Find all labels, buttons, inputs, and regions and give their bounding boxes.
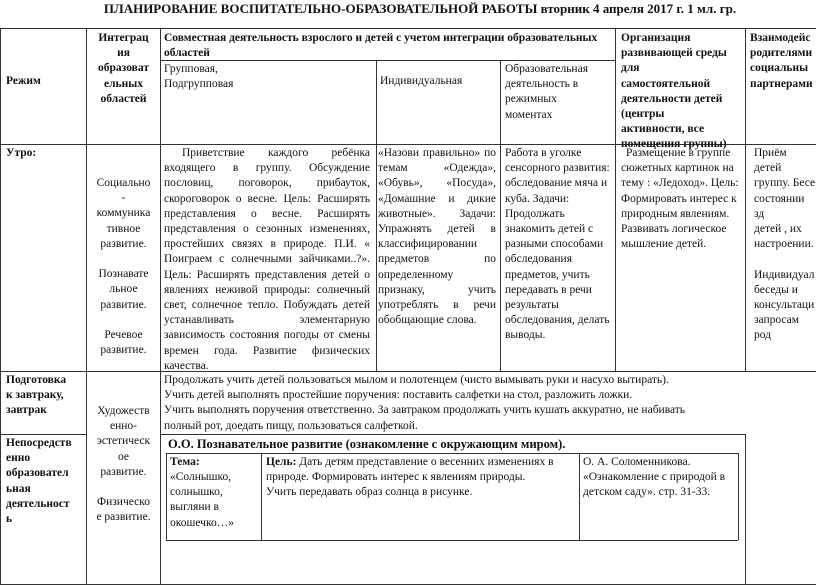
goal-description: Дать детям представление о весенних изменениях в природе. Формировать интерес к явлениям природы. Учить передавать образ солнца в рисунке. [266,456,554,499]
header-integration: Интеграц ия образоват ельных областей [98,32,149,105]
page-title: ПЛАНИРОВАНИЕ ВОСПИТАТЕЛЬНО-ОБРАЗОВАТЕЛЬНОЙ РАБОТЫ вторник 4 апреля 2017 г. 1 мл. гр. [103,1,737,16]
label-breakfast: Подготовка к завтраку, завтрак [6,374,67,417]
header-joint-activity: Совместная деятельность взрослого и детей с учетом интеграции образовательных областей [164,32,598,60]
theme-label: Тема: [170,456,200,468]
label-direct-activity: Непосредств енно образовател ьная деятельност ь [6,437,72,526]
header-regime: Режим [6,75,41,87]
header-environment: Организация развивающей среды для самостоятельной деятельности детей (центры активности, все помещения группы) [621,32,727,151]
educational-areas: Социально - коммуника тивное развитие. Познавате льное развитие. Речевое развитие. Художеств енно- эстетическ ое развитие. Физическо е развитие. [96,177,151,524]
header-individual: Индивидуальная [380,75,463,87]
label-morning: Утро: [6,147,37,159]
morning-individual-activity: «Назови правильно» по темам «Одежда», «Обувь», «Посуда», «Домашние и дикие животные». Задачи: Упражнять детей в классифицировании предметов по определенному признаку, учить употреблять в речи обобщающие слова. [378,147,496,327]
header-parents: Взаимодейс родителями социальны партнерами [750,32,813,90]
morning-environment: Размещение в группе сюжетных картинок на тему : «Ледоход». Цель: Формировать интерес к природным явлениям. Развивать логическое мышление детей. [621,147,739,251]
morning-regime-moments: Работа в уголке сенсорного развития: обследование мяча и куба. Задачи: Продолжать знакомить детей с разными способами обследования предметов, учить передавать в речи результаты обследования, делать выводы. [505,147,610,342]
goal-label: Цель: [266,456,297,468]
breakfast-activity: Продолжать учить детей пользоваться мылом и полотенцем (чисто вымывать руки и насухо вытирать). Учить детей выполнять простейшие поручения: поставить салфетки на стол, разложить ложки. Учить выполнять поручения ответственно. За завтраком продолжать учить кушать аккуратно, не набивать полный рот, доедать пищу, пользоваться салфеткой. [164,374,686,432]
goal-text [266,455,576,501]
header-group: Групповая, Подгрупповая [164,63,234,91]
source-reference: О. А. Соломенникова. «Ознакомление с природой в детском саду». стр. 31-33. [583,456,726,499]
morning-parents: Приём детей группу. Бесе состоянии зд детей , их настроении. Индивидуал беседы и консультаци запросам род [754,147,816,342]
morning-group-activity: Приветствие каждого ребёнка входящего в группу. Обсуждение пословиц, поговорок, прибауток, скороговорок о весне. Цель: Расширять представления о весне. Расширять представления о сезонных изменениях, простейших связях в природе. П.И. « Поиграем с солнечными зайчиками..?». Цель: Расширять представления детей о явлениях неживой природы: солнечный свет, солнечное тепло. Побуждать детей устанавливать элементарную зависимость состояния погоды от смены времен года. Развитие физических качества. [164,147,370,372]
header-regime-moments: Образовательная деятельность в режимных моментах [505,63,588,121]
activity-heading: О.О. Познавательное развитие (ознакомление с окружающим миром). [168,437,566,451]
theme-text: «Солнышко, солнышко, выгляни в окошечко…» [170,471,234,529]
